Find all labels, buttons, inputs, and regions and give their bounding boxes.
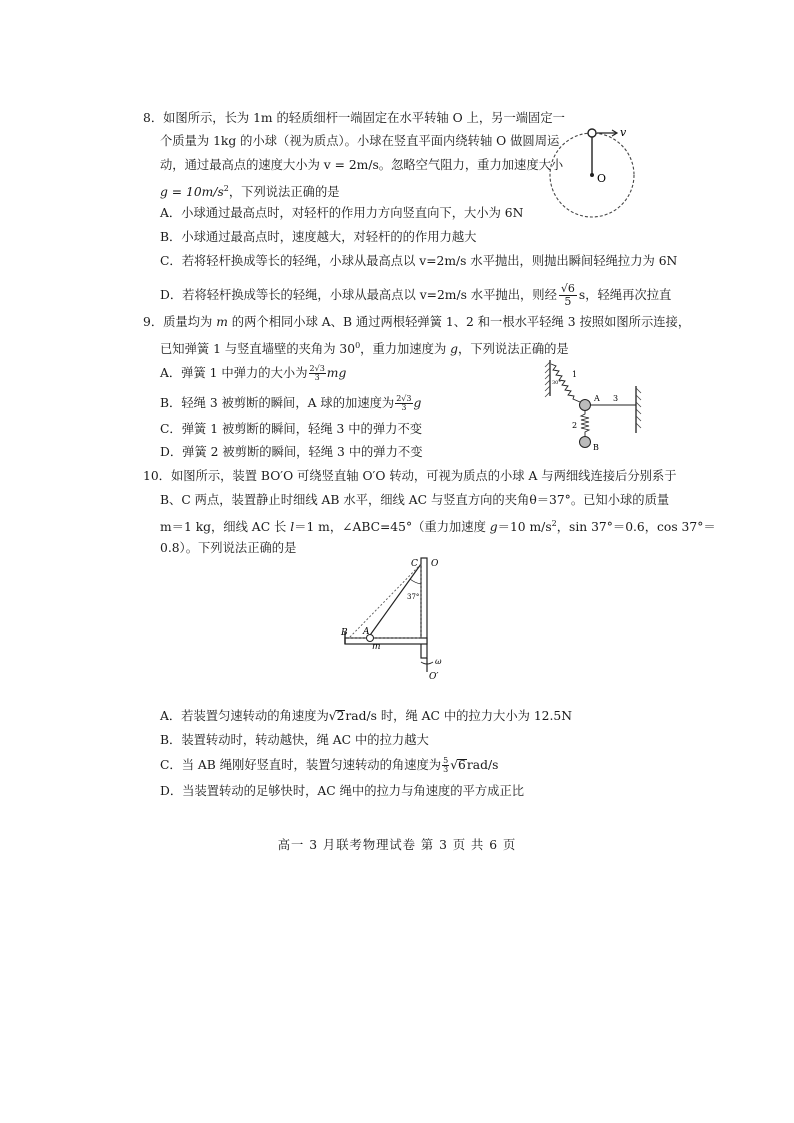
q10-line-2: B、C 两点，装置静止时细线 AB 水平，细线 AC 与竖直方向的夹角θ＝37°。已知小球的质量 (160, 493, 670, 507)
q8-option-d-fraction (559, 283, 577, 308)
q9-label-1: 1 (572, 370, 578, 379)
q8-option-d (160, 283, 671, 308)
q9-option-a (160, 365, 346, 382)
q10-label-37: 37° (407, 593, 420, 601)
q10-line-3-b: ＝1 m，∠ABC=45°（重力加速度 (294, 520, 490, 535)
q9-option-a-text: A．弹簧 1 中弹力的大小为 (160, 366, 308, 380)
q9-option-a-den: 3 (314, 373, 320, 382)
page-footer: 高一 3 月联考物理试卷 第 3 页 共 6 页 (277, 838, 517, 852)
q10-option-a-text: A．若装置匀速转动的角速度为 (160, 709, 329, 723)
q10-option-a-sqrt: 2 (336, 709, 345, 723)
q8-option-d-text: D．若将轻杆换成等长的轻绳，小球从最高点以 v=2m/s 水平抛出，则经 (160, 288, 557, 302)
q9-ball-a (580, 400, 591, 411)
q10-line-1: 10．如图所示，装置 BO′O 可绕竖直轴 O′O 转动，可视为质点的小球 A 与两细线连接后分别系于 (143, 469, 677, 483)
q9-angle-sup: 0 (355, 341, 361, 350)
q9-option-d: D．弹簧 2 被剪断的瞬间，轻绳 3 中的弹力不变 (160, 445, 423, 459)
q9-line-1-b: 的两个相同小球 A、B 通过两根轻弹簧 1、2 和一根水平轻绳 3 按照如图所示连接， (227, 315, 691, 329)
q9-left-wall-hatching (545, 362, 550, 397)
q9-option-b-num: 2√3 (396, 394, 412, 403)
q10-rope-ac (368, 564, 421, 638)
q8-label-v: v (620, 126, 627, 139)
q10-option-c-tail: rad/s (466, 758, 499, 772)
q10-figure (335, 552, 455, 682)
q10-option-d: D．当装置转动的足够快时，AC 绳中的拉力与角速度的平方成正比 (160, 784, 525, 798)
q8-option-d-tail: s，轻绳再次拉直 (578, 288, 672, 302)
q9-g-symbol: g (450, 342, 459, 357)
q10-dashed-bc (349, 564, 421, 638)
q8-line-4 (160, 181, 340, 200)
q9-right-wall-hatching (636, 388, 641, 428)
q8-label-o: O (597, 172, 607, 185)
q10-label-o: O (431, 559, 439, 569)
q10-line-3-d: ，sin 37°＝0.6，cos 37°＝ (556, 520, 716, 535)
q9-option-a-tail: mg (326, 366, 347, 380)
q10-option-a: A．若装置匀速转动的角速度为√2rad/s 时，绳 AC 中的拉力大小为 12.5N (160, 709, 572, 723)
q10-option-c-text: C．当 AB 绳刚好竖直时，装置匀速转动的角速度为 (160, 758, 442, 772)
q9-line-1-a: 9．质量均为 (143, 315, 217, 329)
q9-spring-2 (581, 411, 589, 436)
q9-mass-symbol: m (216, 315, 228, 329)
q9-label-2: 2 (572, 421, 578, 430)
q9-option-c: C．弹簧 1 被剪断的瞬间，轻绳 3 中的弹力不变 (160, 422, 423, 436)
q10-label-m: m (372, 642, 381, 652)
q10-label-o-prime: O′ (429, 672, 439, 682)
q10-g-symbol: g (489, 520, 498, 535)
q8-option-d-num: √6 (560, 282, 575, 295)
q9-option-a-num: 2√3 (309, 364, 325, 373)
q10-option-b: B．装置转动时，转动越快，绳 AC 中的拉力越大 (160, 733, 429, 747)
q9-label-a: A (594, 394, 600, 403)
q10-option-c-sqrt: 6 (458, 758, 466, 772)
q8-line-1: 8．如图所示，长为 1m 的轻质细杆一端固定在水平转轴 O 上，另一端固定一 (143, 111, 565, 125)
q9-option-b (160, 395, 421, 412)
q10-option-c-den: 3 (443, 765, 449, 774)
q9-option-b-den: 3 (401, 403, 407, 412)
q10-label-a: A (363, 627, 370, 637)
q10-option-c: C．当 AB 绳刚好竖直时，装置匀速转动的角速度为 $\frac{5}{3}$ √6rad/s (160, 756, 499, 774)
q9-label-30: 30° (552, 380, 561, 386)
q8-option-d-den: 5 (564, 295, 572, 308)
q8-option-b: B．小球通过最高点时，速度越大，对轻杆的的作用力越大 (160, 230, 477, 244)
q9-line-2-a: 已知弹簧 1 与竖直墙壁的夹角为 30 (160, 342, 356, 357)
q10-label-b: B (341, 628, 348, 638)
q9-line-2-b: ，重力加速度为 (360, 342, 451, 357)
q8-g-sup: 2 (223, 184, 229, 193)
q10-line-3 (160, 516, 716, 535)
q10-option-a-tail: rad/s 时，绳 AC 中的拉力大小为 12.5N (345, 709, 572, 723)
q8-line-3: 动，通过最高点的速度大小为 v = 2m/s。忽略空气阻力，重力加速度大小 (160, 158, 564, 172)
q10-option-c-num: 5 (443, 756, 449, 765)
q9-line-2-c: ，下列说法正确的是 (458, 342, 569, 357)
q9-option-b-fraction (395, 395, 412, 412)
q9-line-2 (160, 338, 569, 357)
q10-horizontal-arm (345, 638, 427, 644)
q8-option-c: C．若将轻杆换成等长的轻绳，小球从最高点以 v=2m/s 水平抛出，则抛出瞬间轻绳拉力为 6N (160, 254, 678, 268)
q9-option-b-text: B．轻绳 3 被剪断的瞬间，A 球的加速度为 (160, 396, 395, 410)
q10-angle-arc (410, 579, 421, 584)
q10-label-omega: ω (435, 657, 442, 666)
q8-option-a: A．小球通过最高点时，对轻杆的作用力方向竖直向下，大小为 6N (160, 206, 524, 220)
q9-label-3: 3 (613, 394, 619, 403)
q10-unit-sup: 2 (551, 519, 557, 528)
q10-line-4: 0.8）。下列说法正确的是 (160, 541, 297, 555)
q10-option-c-fraction (442, 757, 449, 774)
q9-line-1 (143, 314, 690, 330)
q8-g-text: g = 10m/s (160, 185, 224, 200)
q10-label-c: C (411, 559, 418, 569)
q8-line-2: 个质量为 1kg 的小球（视为质点）。小球在竖直平面内绕转轴 O 做圆周运 (160, 134, 560, 148)
q9-label-b: B (593, 443, 599, 452)
q9-option-b-tail: g (413, 396, 422, 410)
q9-figure (540, 358, 645, 453)
q9-option-a-fraction (309, 365, 326, 382)
q8-axis-point (590, 173, 594, 177)
q8-figure (548, 120, 648, 220)
q10-line-3-a: m＝1 kg，细线 AC 长 (160, 520, 291, 535)
q10-line-3-c: ＝10 m/s (497, 520, 552, 535)
q8-line-4-rest: ，下列说法正确的是 (228, 185, 340, 200)
q9-ball-b (580, 437, 591, 448)
q10-length-symbol: l (290, 520, 295, 535)
q8-ball (588, 129, 596, 137)
